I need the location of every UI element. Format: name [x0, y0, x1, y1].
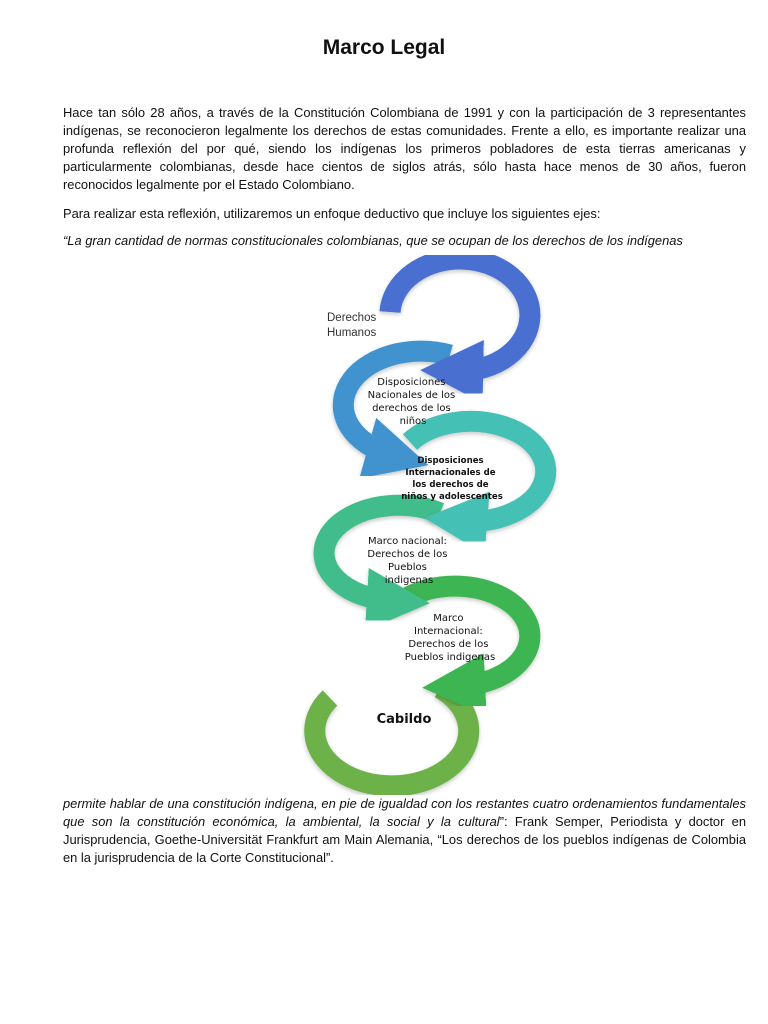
intro-paragraph: Hace tan sólo 28 años, a través de la Constitución Colombiana de 1991 y con la participación de 3 representantes indígenas, se reconocieron legalmente los derechos de estas comunidades. Frente a ello, es importante realizar una profunda reflexión del por qué, siendo los indígenas los primeros pobladores de esta tierras americanas y particularmente colombianas, desde hace cientos de siglos atrás, sólo hasta hace menos de 30 años, fueron reconocidos legalmente por el Estado Colombiano.: [63, 105, 746, 192]
quote-end-paragraph: [63, 795, 746, 867]
page-title: Marco Legal: [322, 36, 446, 59]
quote-end-text: permite hablar de una constitución indígena, en pie de igualdad con los restantes cuatro ordenamientos fundamentales que son la constitución económica, la ambiental, la social y la cultural: [63, 796, 746, 829]
diagram-label-cabildo: Cabildo: [376, 712, 432, 727]
diagram-label-marco-internacional: Marco Internacional: Derechos de los Pueblos indigenas: [404, 613, 496, 663]
diagram-label-disposiciones-nacionales: Disposiciones Nacionales de los derechos de los niños: [367, 377, 456, 427]
quote-open-mark: “: [63, 233, 68, 248]
quote-start-paragraph: [63, 232, 746, 250]
legal-framework-diagram: [0, 255, 768, 795]
quote-start-text: La gran cantidad de normas constitucionales colombianas, que se ocupan de los derechos de los indígenas: [67, 233, 683, 248]
diagram-label-derechos-humanos: Derechos Humanos: [327, 312, 377, 339]
diagram-label-disposiciones-internacionales: Disposiciones Internacionales de los derechos de niños y adolescentes: [401, 456, 503, 502]
diagram-label-marco-nacional: Marco nacional: Derechos de los Pueblos indigenas: [367, 536, 448, 586]
citation-text: ”: Frank Semper, Periodista y doctor en Jurisprudencia, Goethe-Universität Frankfurt am Main Alemania, “Los derechos de los pueblos indígenas de Colombia en la jurisprudencia de la Corte Constitucional”.: [63, 813, 746, 865]
cabildo-arc: [315, 688, 469, 786]
approach-paragraph: Para realizar esta reflexión, utilizaremos un enfoque deductivo que incluye los siguientes ejes:: [63, 206, 601, 221]
